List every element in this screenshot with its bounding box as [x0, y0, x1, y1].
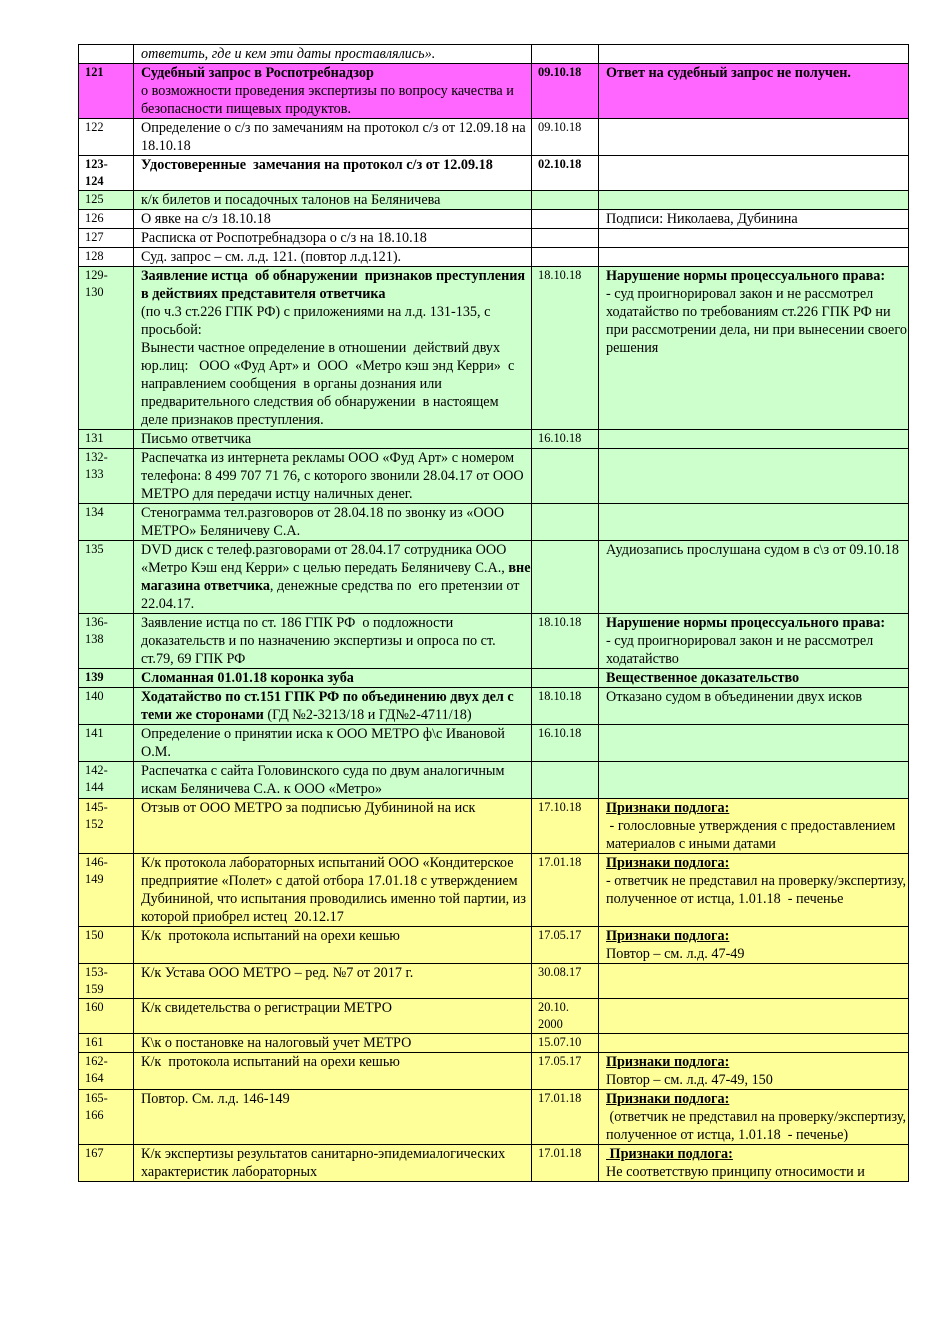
case-sheet-number [79, 1034, 134, 1053]
case-sheet-number-text: 127 [85, 230, 104, 244]
case-sheet-number [79, 541, 134, 614]
case-sheet-number [79, 964, 134, 999]
document-description [134, 725, 532, 762]
case-sheet-number-text: 142- 144 [85, 763, 108, 794]
note-line: Аудиозапись прослушана судом в с\з от 09.10.18 [606, 542, 899, 558]
document-date-text: 17.10.18 [538, 800, 582, 814]
case-sheet-number-text: 162- 164 [85, 1054, 108, 1085]
table-row [79, 854, 909, 927]
document-date [532, 229, 599, 248]
note-line: Нарушение нормы процессуального права: [606, 268, 886, 284]
document-date [532, 669, 599, 688]
court-note [599, 1145, 909, 1182]
court-note [599, 45, 909, 64]
document-date [532, 449, 599, 504]
case-sheet-number-text: 125 [85, 192, 104, 206]
document-date [532, 1053, 599, 1090]
document-date-text: 17.01.18 [538, 855, 582, 869]
description-line: Удостоверенные замечания на протокол с/з от 12.09.18 [141, 157, 493, 173]
table-row [79, 762, 909, 799]
court-note [599, 541, 909, 614]
case-sheet-number [79, 248, 134, 267]
document-date-text: 20.10. 2000 [538, 1000, 569, 1031]
case-sheet-number [79, 156, 134, 191]
note-line: Подписи: Николаева, Дубинина [606, 211, 798, 227]
table-row [79, 614, 909, 669]
document-date [532, 45, 599, 64]
document-date [532, 762, 599, 799]
document-description [134, 688, 532, 725]
document-date [532, 999, 599, 1034]
case-sheet-number-text: 135 [85, 542, 104, 556]
document-description [134, 799, 532, 854]
description-line: ответить, где и кем эти даты проставлялись». [141, 46, 436, 62]
case-sheet-number [79, 1053, 134, 1090]
description-line: К/к экспертизы результатов санитарно-эпидемиалогических характеристик лабораторных [141, 1146, 509, 1180]
case-sheet-number [79, 449, 134, 504]
document-description [134, 541, 535, 614]
table-row [79, 191, 909, 210]
document-date-text: 18.10.18 [538, 689, 582, 703]
court-note [599, 156, 909, 191]
case-sheet-number [79, 119, 134, 156]
document-description [134, 504, 532, 541]
court-note [599, 191, 909, 210]
case-sheet-number [79, 430, 134, 449]
note-line: - ответчик не представил на проверку/экспертизу, полученное от истца, 1.01.18 - печенье [606, 873, 910, 907]
description-line: К/к протокола испытаний на орехи кешью [141, 928, 400, 944]
case-sheet-number [79, 64, 134, 119]
document-description [134, 45, 532, 64]
case-sheet-number-text: 165- 166 [85, 1091, 108, 1122]
document-date [532, 964, 599, 999]
court-note [599, 964, 909, 999]
document-date [532, 504, 599, 541]
document-description [134, 191, 532, 210]
case-sheet-number-text: 140 [85, 689, 104, 703]
case-sheet-number-text: 146- 149 [85, 855, 108, 886]
description-segment: Ходатайство по ст.151 ГПК РФ по объединению двух дел с теми же сторонами [141, 689, 518, 723]
court-note [599, 927, 909, 964]
document-date [532, 210, 599, 229]
case-sheet-number-text: 145- 152 [85, 800, 108, 831]
evidence-table [78, 44, 909, 1182]
document-date-text: 09.10.18 [538, 65, 582, 79]
document-description [134, 267, 532, 430]
description-segment: (ГД №2-3213/18 и ГД№2-4711/18) [263, 707, 472, 723]
case-sheet-number-text: 134 [85, 505, 104, 519]
case-sheet-number-text: 121 [85, 65, 104, 79]
case-sheet-number [79, 688, 134, 725]
table-row [79, 725, 909, 762]
description-line: К/к свидетельства о регистрации МЕТРО [141, 1000, 392, 1016]
description-line: К\к о постановке на налоговый учет МЕТРО [141, 1035, 412, 1051]
document-description [134, 248, 532, 267]
court-note [599, 1090, 909, 1145]
court-note [599, 999, 909, 1034]
description-line: Определение о с/з по замечаниям на протокол с/з от 12.09.18 на 18.10.18 [141, 120, 530, 154]
case-sheet-number-text: 128 [85, 249, 104, 263]
table-row [79, 229, 909, 248]
case-sheet-number [79, 999, 134, 1034]
court-note [599, 799, 909, 854]
document-description [134, 927, 532, 964]
table-row [79, 1145, 909, 1182]
description-line: Сломанная 01.01.18 коронка зуба [141, 670, 354, 686]
document-date [532, 119, 599, 156]
case-sheet-number [79, 1090, 134, 1145]
description-line: Повтор. См. л.д. 146-149 [141, 1091, 290, 1107]
description-line: О явке на с/з 18.10.18 [141, 211, 271, 227]
table-row [79, 119, 909, 156]
table-row [79, 248, 909, 267]
court-note [599, 267, 909, 430]
table-row [79, 430, 909, 449]
description-line [141, 541, 535, 613]
document-date-text: 17.01.18 [538, 1146, 582, 1160]
note-line: Признаки подлога: [606, 855, 730, 871]
court-note [599, 725, 909, 762]
note-line: Признаки подлога: [606, 1054, 730, 1070]
case-sheet-number [79, 669, 134, 688]
case-sheet-number-text: 131 [85, 431, 104, 445]
description-line: Стенограмма тел.разговоров от 28.04.18 по звонку из «ООО МЕТРО» Беляничеву С.А. [141, 505, 508, 539]
description-line: Расписка от Роспотребнадзора о с/з на 18.10.18 [141, 230, 427, 246]
description-line: Судебный запрос в Роспотребнадзор [141, 65, 374, 81]
note-line: Признаки подлога: [606, 1146, 733, 1162]
note-line: (ответчик не представил на проверку/экспертизу, полученное от истца, 1.01.18 - печенье) [606, 1109, 910, 1143]
document-date-text: 18.10.18 [538, 268, 582, 282]
document-description [134, 614, 532, 669]
court-note [599, 1053, 909, 1090]
document-date-text: 30.08.17 [538, 965, 582, 979]
court-note [599, 449, 909, 504]
document-date [532, 927, 599, 964]
note-line: Повтор – см. л.д. 47-49 [606, 946, 745, 962]
description-line [141, 688, 531, 724]
document-description [134, 430, 532, 449]
note-line: Повтор – см. л.д. 47-49, 150 [606, 1072, 773, 1088]
document-description [134, 1034, 532, 1053]
table-row [79, 964, 909, 999]
court-note [599, 1034, 909, 1053]
note-line: Признаки подлога: [606, 800, 730, 816]
description-line: Суд. запрос – см. л.д. 121. (повтор л.д.121). [141, 249, 402, 265]
case-sheet-number [79, 725, 134, 762]
table-row [79, 927, 909, 964]
description-line: о возможности проведения экспертизы по вопросу качества и безопасности пищевых продуктов. [141, 83, 518, 117]
case-sheet-number-text: 136- 138 [85, 615, 108, 646]
document-date [532, 1090, 599, 1145]
document-description [134, 1090, 532, 1145]
document-date [532, 1145, 599, 1182]
document-description [134, 762, 532, 799]
court-note [599, 119, 909, 156]
document-date [532, 191, 599, 210]
court-note [599, 614, 909, 669]
note-line: - суд проигнорировал закон и не рассмотрел ходатайство по требованиям ст.226 ГПК РФ ни при рассмотрении дела, ни при вынесении своего решения [606, 286, 911, 356]
document-date-text: 17.01.18 [538, 1091, 582, 1105]
court-note [599, 854, 909, 927]
document-description [134, 210, 532, 229]
description-line: (по ч.3 ст.226 ГПК РФ) с приложениями на л.д. 131-135, с просьбой: [141, 304, 494, 338]
table-row [79, 210, 909, 229]
document-description [134, 1145, 532, 1182]
note-line: Ответ на судебный запрос не получен. [606, 65, 851, 81]
case-sheet-number [79, 229, 134, 248]
case-sheet-number-text: 150 [85, 928, 104, 942]
case-sheet-number-text: 129- 130 [85, 268, 108, 299]
description-line: Заявление истца об обнаружении признаков преступления в действиях представителя ответчика [141, 268, 529, 302]
case-sheet-number-text: 160 [85, 1000, 104, 1014]
case-sheet-number-text: 123- 124 [85, 157, 108, 188]
note-line: Признаки подлога: [606, 928, 730, 944]
case-sheet-number [79, 762, 134, 799]
court-note [599, 762, 909, 799]
document-date [532, 688, 599, 725]
document-description [134, 64, 532, 119]
description-line: К/к протокола лабораторных испытаний ООО «Кондитерское предприятие «Полет» с датой отбора 17.01.18 с утверждением Дубининой, что испытания проводились именно той партии, из которой приобрел истец 20.12.17 [141, 855, 530, 925]
table-row [79, 999, 909, 1034]
table-row [79, 504, 909, 541]
table-row [79, 799, 909, 854]
case-sheet-number [79, 1145, 134, 1182]
case-sheet-number [79, 504, 134, 541]
document-date [532, 267, 599, 430]
document-date-text: 16.10.18 [538, 726, 582, 740]
document-date [532, 248, 599, 267]
description-line: к/к билетов и посадочных талонов на Беляничева [141, 192, 441, 208]
case-sheet-number [79, 45, 134, 64]
document-description [134, 119, 532, 156]
document-date [532, 854, 599, 927]
description-line: Письмо ответчика [141, 431, 252, 447]
note-line: Вещественное доказательство [606, 670, 800, 686]
description-line: Определение о принятии иска к ООО МЕТРО ф\с Ивановой О.М. [141, 726, 509, 760]
document-date [532, 541, 599, 614]
table-row [79, 1053, 909, 1090]
case-sheet-number [79, 191, 134, 210]
case-sheet-number-text: 122 [85, 120, 104, 134]
document-date [532, 1034, 599, 1053]
case-sheet-number [79, 267, 134, 430]
court-note [599, 248, 909, 267]
description-line: К/к протокола испытаний на орехи кешью [141, 1054, 400, 1070]
document-date-text: 17.05.17 [538, 928, 582, 942]
court-note [599, 64, 909, 119]
table-row [79, 267, 909, 430]
document-description [134, 964, 532, 999]
case-sheet-number-text: 132- 133 [85, 450, 108, 481]
table-row [79, 1090, 909, 1145]
note-line: - голословные утверждения с предоставлением материалов с иными датами [606, 818, 899, 852]
table-row [79, 45, 909, 64]
document-description [134, 1053, 532, 1090]
document-date [532, 725, 599, 762]
description-line: Отзыв от ООО МЕТРО за подписью Дубининой на иск [141, 800, 476, 816]
document-date [532, 156, 599, 191]
court-note [599, 229, 909, 248]
court-note [599, 210, 909, 229]
note-line: Признаки подлога: [606, 1091, 730, 1107]
description-segment: вне магазина ответчика [141, 560, 535, 594]
case-sheet-number [79, 799, 134, 854]
document-description [134, 999, 532, 1034]
document-description [134, 669, 532, 688]
description-line: Распечатка с сайта Головинского суда по двум аналогичным искам Беляничева С.А. к ООО «Метро» [141, 763, 508, 797]
description-line: К/к Устава ООО МЕТРО – ред. №7 от 2017 г. [141, 965, 414, 981]
document-date-text: 15.07.10 [538, 1035, 582, 1049]
document-date [532, 430, 599, 449]
case-sheet-number [79, 854, 134, 927]
table-row [79, 64, 909, 119]
document-description [134, 854, 532, 927]
document-date [532, 799, 599, 854]
table-row [79, 1034, 909, 1053]
note-line: Отказано судом в объединении двух исков [606, 689, 863, 705]
court-note [599, 504, 909, 541]
description-line: Распечатка из интернета рекламы ООО «Фуд Арт» с номером телефона: 8 499 707 71 76, с которого звонили 28.04.17 от ООО МЕТРО для передачи истцу наличных денег. [141, 450, 528, 502]
table-row [79, 156, 909, 191]
court-note [599, 430, 909, 449]
table-row [79, 669, 909, 688]
document-date [532, 614, 599, 669]
document-date-text: 09.10.18 [538, 120, 582, 134]
document-date [532, 64, 599, 119]
table-row [79, 688, 909, 725]
note-line: Не соответствую принципу относимости и [606, 1164, 865, 1180]
description-line: Заявление истца по ст. 186 ГПК РФ о подложности доказательств и по назначению экспертизы и опроса по ст. ст.79, 69 ГПК РФ [141, 615, 500, 667]
court-note [599, 688, 909, 725]
case-sheet-number-text: 153- 159 [85, 965, 108, 996]
evidence-table-body [79, 45, 909, 1182]
document-description [134, 449, 532, 504]
case-sheet-number [79, 927, 134, 964]
case-sheet-number-text: 141 [85, 726, 104, 740]
note-line: - суд проигнорировал закон и не рассмотрел ходатайство [606, 633, 877, 667]
court-note [599, 669, 909, 688]
document-date-text: 17.05.17 [538, 1054, 582, 1068]
case-sheet-number-text: 167 [85, 1146, 104, 1160]
document-date-text: 02.10.18 [538, 157, 582, 171]
document-date-text: 16.10.18 [538, 431, 582, 445]
description-segment: , денежные средства по его претензии от 22.04.17. [141, 578, 524, 612]
document-date-text: 18.10.18 [538, 615, 582, 629]
table-row [79, 449, 909, 504]
document-description [134, 156, 532, 191]
document-description [134, 229, 532, 248]
case-sheet-number [79, 614, 134, 669]
case-sheet-number-text: 161 [85, 1035, 104, 1049]
table-row [79, 541, 909, 614]
case-sheet-number-text: 139 [85, 670, 104, 684]
description-segment: DVD диск с телеф.разговорами от 28.04.17 сотрудника ООО «Метро Кэш енд Керри» с целью передать Беляничеву С.А., [141, 542, 510, 576]
case-sheet-number-text: 126 [85, 211, 104, 225]
description-line: Вынести частное определение в отношении действий двух юр.лиц: ООО «Фуд Арт» и ООО «Метро кэш энд Керри» с направлением сообщения в органы дознания или предварительного следствия об обнаружении в настоящем деле признаков преступления. [141, 340, 522, 428]
note-line: Нарушение нормы процессуального права: [606, 615, 886, 631]
case-sheet-number [79, 210, 134, 229]
